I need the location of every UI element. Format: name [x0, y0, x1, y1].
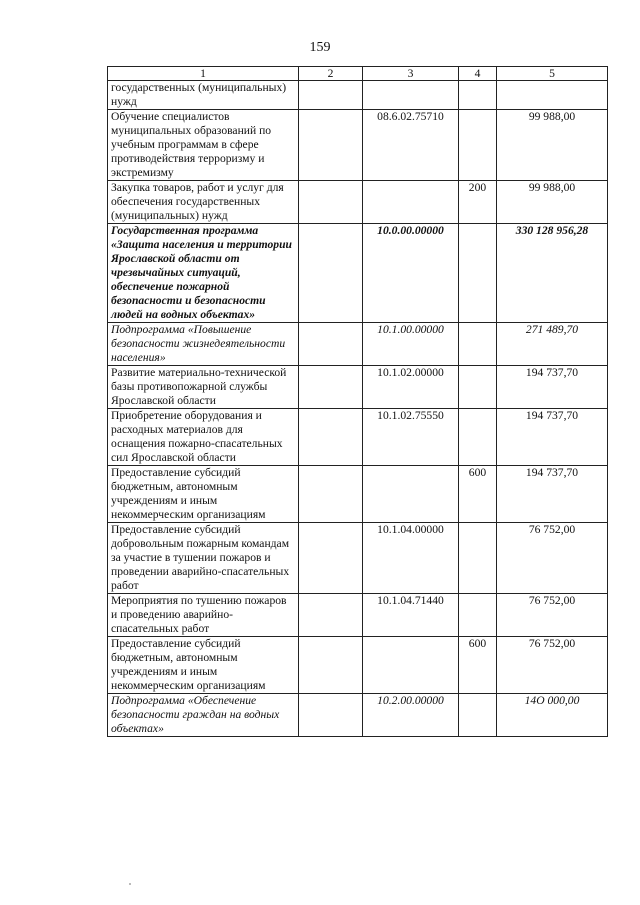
row-sum-cell: 330 128 956,28 [497, 224, 608, 323]
row-col2-cell [299, 594, 363, 637]
col-header-5: 5 [497, 67, 608, 81]
table-row [108, 694, 608, 737]
row-sum-cell: 99 988,00 [497, 110, 608, 181]
row-name-cell: Подпрограмма «Обеспечение безопасности граждан на водных объектах» [108, 694, 299, 737]
col-header-3: 3 [363, 67, 459, 81]
row-col2-cell [299, 409, 363, 466]
row-type-cell [459, 409, 497, 466]
row-code-cell [363, 466, 459, 523]
row-type-cell [459, 224, 497, 323]
col-header-4: 4 [459, 67, 497, 81]
row-sum-cell: 76 752,00 [497, 637, 608, 694]
row-col2-cell [299, 323, 363, 366]
row-code-cell: 10.1.04.00000 [363, 523, 459, 594]
row-code-cell [363, 181, 459, 224]
page-number: 159 [309, 40, 331, 55]
row-name-cell: Государственная программа «Защита населения и территории Ярославской области от чрезвычайных ситуаций, обеспечение пожарной безопасности и безопасности людей на водных объектах» [108, 224, 299, 323]
table-row [108, 637, 608, 694]
row-name-cell: Обучение специалистов муниципальных образований по учебным программам в сфере противодействия терроризму и экстремизму [108, 110, 299, 181]
row-col2-cell [299, 366, 363, 409]
row-type-cell [459, 694, 497, 737]
row-code-cell [363, 81, 459, 110]
table-row [108, 594, 608, 637]
row-name-cell: Предоставление субсидий добровольным пожарным командам за участие в тушении пожаров и проведении аварийно-спасательных работ [108, 523, 299, 594]
row-sum-cell: 194 737,70 [497, 409, 608, 466]
row-sum-cell: 194 737,70 [497, 466, 608, 523]
row-col2-cell [299, 523, 363, 594]
row-type-cell [459, 523, 497, 594]
row-sum-cell [497, 81, 608, 110]
row-code-cell: 10.1.00.00000 [363, 323, 459, 366]
col-header-2: 2 [299, 67, 363, 81]
row-col2-cell [299, 81, 363, 110]
row-type-cell [459, 594, 497, 637]
row-code-cell: 10.1.02.75550 [363, 409, 459, 466]
row-code-cell: 10.2.00.00000 [363, 694, 459, 737]
row-col2-cell [299, 637, 363, 694]
row-sum-cell: 14О 000,00 [497, 694, 608, 737]
table-row [108, 409, 608, 466]
row-type-cell: 600 [459, 466, 497, 523]
scan-speck [129, 883, 131, 885]
row-name-cell: государственных (муниципальных) нужд [108, 81, 299, 110]
row-code-cell: 10.1.02.00000 [363, 366, 459, 409]
row-sum-cell: 76 752,00 [497, 523, 608, 594]
table-row [108, 523, 608, 594]
row-type-cell [459, 110, 497, 181]
row-type-cell [459, 366, 497, 409]
row-name-cell: Развитие материально-технической базы противопожарной службы Ярославской области [108, 366, 299, 409]
row-code-cell: 10.1.04.71440 [363, 594, 459, 637]
table-row [108, 466, 608, 523]
table-row [108, 366, 608, 409]
row-sum-cell: 76 752,00 [497, 594, 608, 637]
row-col2-cell [299, 181, 363, 224]
row-col2-cell [299, 466, 363, 523]
row-name-cell: Подпрограмма «Повышение безопасности жизнедеятельности населения» [108, 323, 299, 366]
row-col2-cell [299, 224, 363, 323]
table-row [108, 81, 608, 110]
row-code-cell [363, 637, 459, 694]
row-code-cell: 08.6.02.75710 [363, 110, 459, 181]
header-row [108, 67, 608, 81]
row-col2-cell [299, 110, 363, 181]
row-sum-cell: 271 489,70 [497, 323, 608, 366]
row-name-cell: Закупка товаров, работ и услуг для обеспечения государственных (муниципальных) нужд [108, 181, 299, 224]
row-sum-cell: 194 737,70 [497, 366, 608, 409]
row-col2-cell [299, 694, 363, 737]
table-row [108, 323, 608, 366]
row-type-cell: 600 [459, 637, 497, 694]
row-type-cell: 200 [459, 181, 497, 224]
row-code-cell: 10.0.00.00000 [363, 224, 459, 323]
col-header-1: 1 [108, 67, 299, 81]
row-name-cell: Предоставление субсидий бюджетным, автономным учреждениям и иным некоммерческим организациям [108, 637, 299, 694]
table-row [108, 110, 608, 181]
row-sum-cell: 99 988,00 [497, 181, 608, 224]
table-row [108, 224, 608, 323]
row-type-cell [459, 81, 497, 110]
table-row [108, 181, 608, 224]
budget-table [107, 66, 608, 737]
row-name-cell: Мероприятия по тушению пожаров и проведению аварийно-спасательных работ [108, 594, 299, 637]
row-type-cell [459, 323, 497, 366]
row-name-cell: Предоставление субсидий бюджетным, автономным учреждениям и иным некоммерческим организациям [108, 466, 299, 523]
row-name-cell: Приобретение оборудования и расходных материалов для оснащения пожарно-спасательных сил Ярославской области [108, 409, 299, 466]
